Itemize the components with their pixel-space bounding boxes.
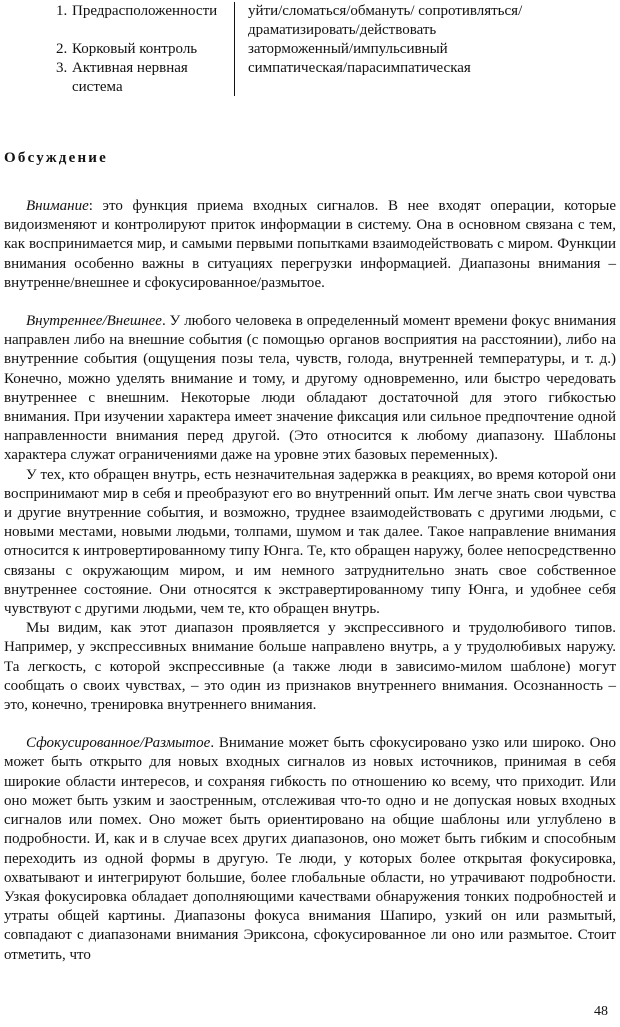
- paragraph: [4, 312, 616, 466]
- row-values: симпатическая/парасимпатическая: [248, 60, 471, 76]
- paragraph-text: . У любого человека в определенный момент времени фокус внимания направлен либо на внешние события (с помощью органов восприятия на расстоянии), либо на внутренние события (ощущения позы тела, чувств, голода, внутренней температуры, и т. д.) Конечно, можно уделять внимание и тому, и другому одновременно, или быстро чередовать внутреннее с внешним. Некоторые люди обладают достаточной для этого гибкостью внимания. При изучении характера имеет значение фиксация или сильное предпочтение одной направленности внимания перед другой. (Это относится к любому диапазону. Шаблоны характера служат ограничениями даже на уровне этих базовых переменных).: [4, 313, 616, 464]
- row-number: 3.: [56, 60, 68, 76]
- paragraph: [4, 466, 616, 620]
- paragraph-lead: Внутреннее/Внешнее: [26, 313, 162, 330]
- table-row: [18, 2, 558, 40]
- paragraph-text: : это функция приема входных сигналов. В нее входят операции, которые видоизменяют и контролируют приток информации в систему. Она в основном связана с тем, как воспринимается мир, и самыми первыми попытками взаимодействовать с миром. Функции внимания особенно важны в ситуациях перегрузки информацией. Диапазоны внимания – внутренне/внешнее и сфокусированное/размытое.: [4, 198, 616, 291]
- paragraph: [4, 197, 616, 293]
- patterns-table: [18, 2, 558, 97]
- row-number: 1.: [56, 3, 68, 19]
- paragraph-lead: Внимание: [26, 198, 89, 214]
- row-values: уйти/сломаться/обмануть/ сопротивляться/драматизировать/действовать: [248, 3, 523, 38]
- paragraph: [4, 734, 616, 964]
- body-text: [4, 197, 616, 965]
- paragraph-text: У тех, кто обращен внутрь, есть незначительная задержка в реакциях, во время которой они воспринимают мир в себя и преобразуют его во внутренний опыт. Им легче знать свои чувства и другие внутренние события, и возможно, труднее взаимодействовать с другими людьми, с новыми местами, новыми людьми, толпами, шумом и так далее. Такое направление внимания относится к интровертированному типу Юнга. Те, кто обращен наружу, более непосредственно связаны с окружающим миром, и им немного затруднительно знать свое собственное внутреннее состояние. Они относятся к экстравертированному типу Юнга, и удобнее себя чувствуют с другими людьми, чем те, кто обращен внутрь.: [4, 466, 616, 618]
- paragraph: [4, 619, 616, 715]
- paragraph-lead: Сфокусированное/Размытое: [26, 735, 211, 752]
- table-row: [18, 40, 558, 59]
- paragraph-text: . Внимание может быть сфокусировано узко или широко. Оно может быть открыто для новых входных сигналов из новых источников, принимая в себя широкие области интересов, и сохраняя гибкость по отношению ко всему, что приходит. Или оно может быть узким и заостренным, отслеживая что-то одно и не допуская новых входных сигналов или помех. Оно может быть ориентировано на общие шаблоны или углублено в подробности. И, как и в случае всех других диапазонов, оно может быть гибким и способным переходить из одной формы в другую. Те люди, у которых более открытая фокусировка, охватывают и интегрируют большие, более глобальные области, но утрачивают подробности. Узкая фокусировка обладает дополняющими качествами обнаружения тонких подробностей и утраты общей картины. Диапазоны фокуса внимания Шапиро, узкий он или размытый, совпадают с диапазонами внимания Эриксона, сфокусированное ли оно или размытое. Стоит отметить, что: [4, 735, 616, 963]
- row-values: заторможенный/импульсивный: [248, 41, 448, 57]
- row-label: Предрасположенности: [72, 3, 218, 19]
- row-number: 2.: [56, 41, 68, 57]
- table-row: [18, 59, 558, 97]
- row-label: Корковый контроль: [72, 41, 198, 57]
- page-number: 48: [594, 1004, 608, 1019]
- section-title: Обсуждение: [4, 150, 108, 166]
- row-label: Активная нервная система: [72, 60, 188, 95]
- paragraph-text: Мы видим, как этот диапазон проявляется у экспрессивного и трудолюбивого типов. Например, у экспрессивных внимание больше направлено внутрь, а у трудолюбивых наружу. Та легкость, с которой экспрессивные (а также люди в зависимо-милом шаблоне) могут сообщать о своих чувствах, – это один из признаков внутреннего внимания. Осознанность – это, конечно, тренировка внутреннего внимания.: [4, 620, 616, 714]
